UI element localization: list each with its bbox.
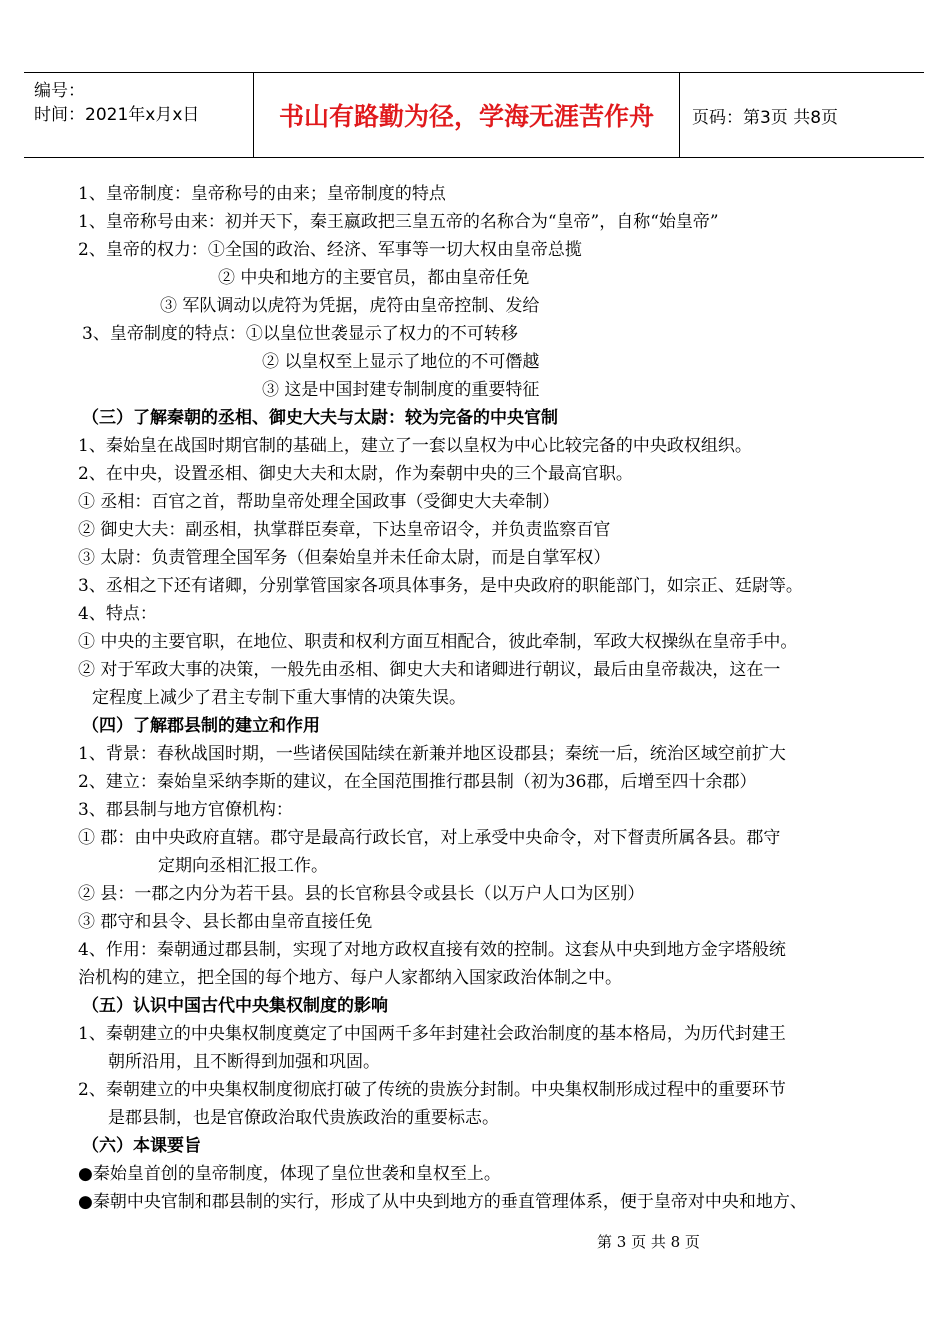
page-info: 页码：第3页 共8页 — [692, 107, 839, 128]
body-line: 1、背景：春秋战国时期，一些诸侯国陆续在新兼并地区设郡县；秦统一后，统治区域空前扩大 — [78, 744, 786, 764]
body-line: ① 中央的主要官职，在地位、职责和权利方面互相配合，彼此牵制，军政大权操纵在皇帝手中。 — [78, 632, 798, 652]
body-line: 定期向丞相汇报工作。 — [158, 856, 328, 876]
body-line: ③ 郡守和县令、县长都由皇帝直接任免 — [78, 912, 373, 932]
section-heading: （四）了解郡县制的建立和作用 — [82, 716, 320, 736]
page-header — [24, 72, 924, 158]
section-heading: （五）认识中国古代中央集权制度的影响 — [82, 996, 388, 1016]
body-line: 1、皇帝称号由来：初并天下，秦王嬴政把三皇五帝的名称合为“皇帝”，自称“始皇帝” — [78, 212, 719, 232]
body-line: ② 御史大夫：副丞相，执掌群臣奏章，下达皇帝诏令，并负责监察百官 — [78, 520, 611, 540]
body-line: 1、秦朝建立的中央集权制度奠定了中国两千多年封建社会政治制度的基本格局，为历代封建王 — [78, 1024, 786, 1044]
body-line: ●秦始皇首创的皇帝制度，体现了皇位世袭和皇权至上。 — [78, 1164, 501, 1184]
body-line: ① 郡：由中央政府直辖。郡守是最高行政长官，对上承受中央命令，对下督责所属各县。郡守 — [78, 828, 781, 848]
number-label: 编号： — [34, 81, 85, 101]
motto: 书山有路勤为径，学海无涯苦作舟 — [254, 73, 680, 157]
body-line: 4、作用：秦朝通过郡县制，实现了对地方政权直接有效的控制。这套从中央到地方金字塔般统 — [78, 940, 786, 960]
body-line: 3、郡县制与地方官僚机构： — [78, 800, 293, 820]
body-line: ② 中央和地方的主要官员，都由皇帝任免 — [218, 268, 530, 288]
body-line: 2、在中央，设置丞相、御史大夫和太尉，作为秦朝中央的三个最高官职。 — [78, 464, 633, 484]
section-heading: （六）本课要旨 — [82, 1136, 201, 1156]
body-line: 4、特点： — [78, 604, 157, 624]
body-line: 1、秦始皇在战国时期官制的基础上，建立了一套以皇权为中心比较完备的中央政权组织。 — [78, 436, 752, 456]
section-heading: （三）了解秦朝的丞相、御史大夫与太尉：较为完备的中央官制 — [82, 408, 558, 428]
body-line: 2、皇帝的权力：①全国的政治、经济、军事等一切大权由皇帝总揽 — [78, 240, 582, 260]
body-line: ③ 军队调动以虎符为凭据，虎符由皇帝控制、发给 — [160, 296, 540, 316]
body-line: ① 丞相：百官之首，帮助皇帝处理全国政事（受御史大夫牵制） — [78, 492, 560, 512]
body-line: 朝所沿用，且不断得到加强和巩固。 — [108, 1052, 380, 1072]
body-line: 3、丞相之下还有诸卿，分别掌管国家各项具体事务，是中央政府的职能部门，如宗正、廷尉等。 — [78, 576, 803, 596]
body-line: 是郡县制，也是官僚政治取代贵族政治的重要标志。 — [108, 1108, 499, 1128]
body-line: 定程度上减少了君主专制下重大事情的决策失误。 — [92, 688, 466, 708]
body-line: 2、建立：秦始皇采纳李斯的建议，在全国范围推行郡县制（初为36郡，后增至四十余郡） — [78, 772, 757, 792]
page-footer: 第 3 页 共 8 页 — [597, 1233, 700, 1251]
body-line: ② 县：一郡之内分为若干县。县的长官称县令或县长（以万户人口为区别） — [78, 884, 645, 904]
body-line: 1、皇帝制度：皇帝称号的由来；皇帝制度的特点 — [78, 184, 446, 204]
body-line: ③ 太尉：负责管理全国军务（但秦始皇并未任命太尉，而是自掌军权） — [78, 548, 611, 568]
body-line: ② 以皇权至上显示了地位的不可僭越 — [262, 352, 540, 372]
body-line: ●秦朝中央官制和郡县制的实行，形成了从中央到地方的垂直管理体系，便于皇帝对中央和地方、 — [78, 1192, 807, 1212]
body-line: 3、皇帝制度的特点：①以皇位世袭显示了权力的不可转移 — [82, 324, 518, 344]
body-line: ③ 这是中国封建专制制度的重要特征 — [262, 380, 540, 400]
body-line: 治机构的建立，把全国的每个地方、每户人家都纳入国家政治体制之中。 — [78, 968, 622, 988]
body-line: ② 对于军政大事的决策，一般先由丞相、御史大夫和诸卿进行朝议，最后由皇帝裁决，这在一 — [78, 660, 781, 680]
time-label: 时间：2021年x月x日 — [34, 105, 200, 125]
header-meta — [24, 73, 254, 157]
body-line: 2、秦朝建立的中央集权制度彻底打破了传统的贵族分封制。中央集权制形成过程中的重要环节 — [78, 1080, 786, 1100]
